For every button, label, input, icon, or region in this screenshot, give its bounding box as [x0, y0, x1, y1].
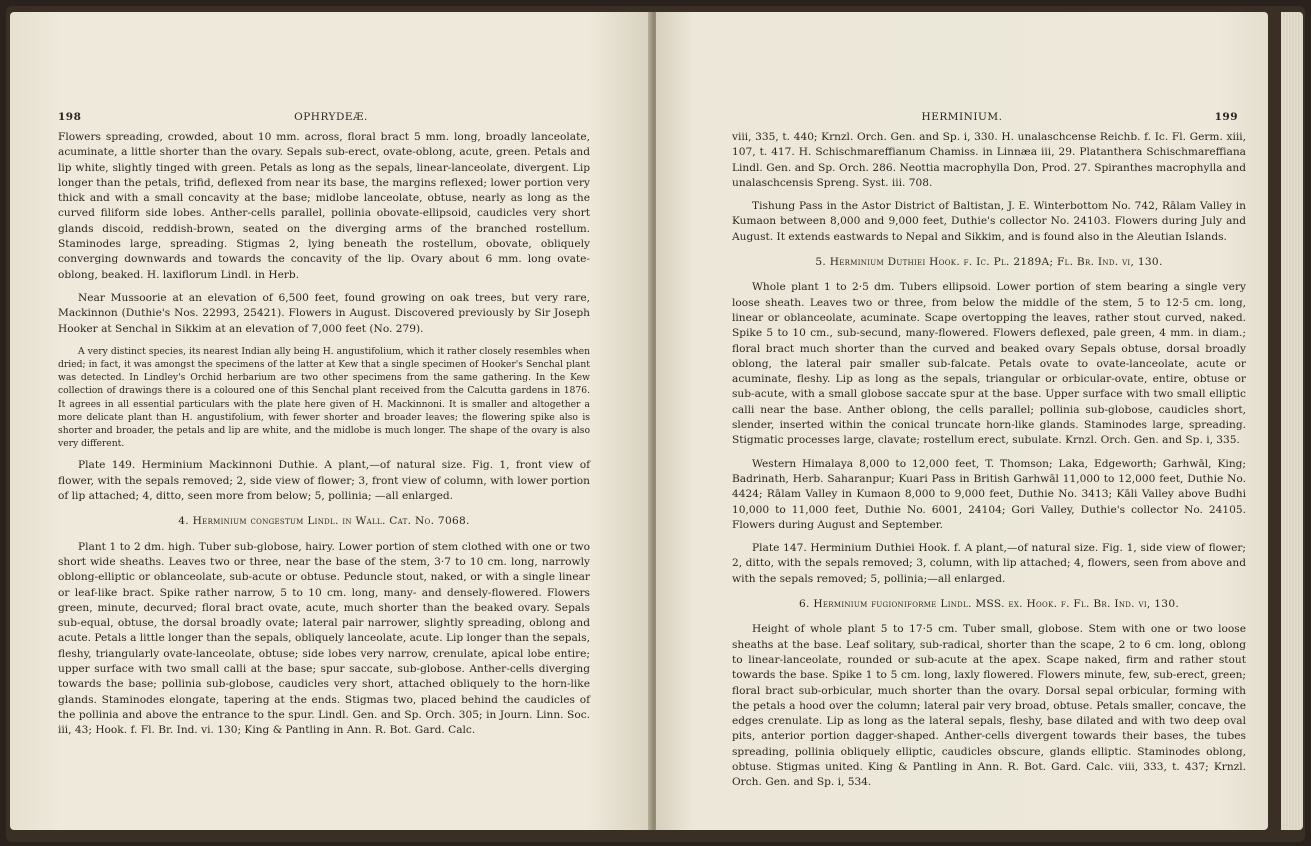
left-running-head: OPHRYDEÆ. [294, 111, 368, 123]
left-page-number: 198 [58, 111, 82, 123]
species-heading-4: 4. Herminium congestum Lindl. in Wall. Cat. No. 7068. [178, 515, 470, 528]
right-page [656, 12, 1268, 830]
page-edges [1281, 12, 1303, 830]
left-paragraph-1: Flowers spreading, crowded, about 10 mm. across, floral bract 5 mm. long, broadly lanceolate, acuminate, a little shorter than the ovary. Sepals sub-erect, ovate-oblong, acute, green. Petals and lip white, slightly tinged with green. Petals as long as the sepals, linear-lanceolate, divergent. Lip longer than the petals, trifid, deflexed from near its base, the margins reflexed; lower portion very thick and with a small concavity at the base; midlobe lanceolate, obtuse, nearly as long as the curved filiform side lobes. Anther-cells parallel, pollinia obovate-ellipsoid, caudicles very short glands discoid, reddish-brown, seated on the diverging arms of the branched rostellum. Staminodes large, spreading. Stigmas 2, lying beneath the rostellum, obovate, obliquely converging downwards and towards the concavity of the lip. Ovary about 6 mm. long ovate-oblong, beaked. H. laxiflorum Lindl. in Herb. [58, 131, 590, 281]
right-running-head: HERMINIUM. [921, 111, 1003, 123]
right-paragraph-3: Whole plant 1 to 2·5 dm. Tubers ellipsoid. Lower portion of stem bearing a single very loose sheath. Leaves two or three, from below the middle of the stem, 5 to 12·5 cm. long, linear or oblanceolate, acuminate. Scape overtopping the leaves, rather stout curved, naked. Spike 5 to 10 cm., sub-secund, many-flowered. Flowers deflexed, pale green, 4 mm. in diam.; floral bract much shorter than the curved and beaked ovary Sepals obtuse, dorsal broadly oblong, the lateral pair smaller sub-falcate. Petals ovate to ovate-lanceolate, acute or acuminate, fleshy. Lip as long as the sepals, triangular or orbicular-ovate, entire, obtuse or sub-acute, with a small globose saccate spur at the base. Upper surface with two small elliptic calli near the base. Anther oblong, the cells parallel; pollinia sub-globose, caudicles short, slender, inserted within the conical truncate horn-like glands. Staminodes large, spreading. Stigmatic processes large, clavate; rostellum erect, subulate. Krnzl. Orch. Gen. and Sp. i, 335. [732, 281, 1246, 447]
left-paragraph-2: Near Mussoorie at an elevation of 6,500 feet, found growing on oak trees, but very rare, Mackinnon (Duthie's Nos. 22993, 25421). Flowers in August. Discovered previously by Sir Joseph Hooker at Senchal in Sikkim at an elevation of 7,000 feet (No. 279). [58, 291, 590, 335]
right-column [732, 130, 1246, 799]
right-paragraph-6: Height of whole plant 5 to 17·5 cm. Tuber small, globose. Stem with one or two loose sheaths at the base. Leaf solitary, sub-radical, shorter than the scape, 2 to 6 cm. long, oblong to linear-lanceolate, rounded or sub-acute at the apex. Scape naked, firm and rather stout towards the base. Spike 1 to 5 cm. long, laxly flowered. Flowers minute, few, sub-erect, green; floral bract sub-orbicular, much shorter than the ovary. Dorsal sepal orbicular, forming with the petals a hood over the column; lateral pair very broad, obtuse. Petals smaller, concave, the edges crenulate. Lip as long as the lateral sepals, fleshy, base dilated and with two deep oval pits, anterior portion dagger-shaped. Anther-cells divergent towards their bases, the tubes spreading, pollinia obliquely elliptic, caudicles obscure, glands elliptic. Staminodes oblong, obtuse. Stigmas united. King & Pantling in Ann. R. Bot. Gard. Calc. viii, 333, t. 437; Krnzl. Orch. Gen. and Sp. i, 534. [732, 623, 1246, 789]
species-heading-6: 6. Herminium fugioniforme Lindl. MSS. ex. Hook. f. Fl. Br. Ind. vi, 130. [798, 598, 1180, 611]
left-page [10, 12, 652, 830]
left-note-paragraph: A very distinct species, its nearest Indian ally being H. angustifolium, which it rather closely resembles when dried; in fact, it was amongst the specimens of the latter at Kew that a single specimen of Hooker's Senchal plant was detected. In Lindley's Orchid herbarium are two other specimens from the same gathering. In the Kew collection of drawings there is a coloured one of this Senchal plant received from the Calcutta gardens in 1876. It agrees in all essential particulars with the plate here given of H. Mackinnoni. It is smaller and altogether a more delicate plant than H. angustifolium, with fewer shorter and broader leaves; the flowering spike also is shorter and broader, the petals and lip are white, and the midlobe is much longer. The shape of the ovary is also very different. [58, 345, 590, 450]
right-paragraph-4: Western Himalaya 8,000 to 12,000 feet, T. Thomson; Laka, Edgeworth; Garhwāl, King; Badrinath, Herb. Saharanpur; Kuari Pass in British Garhwāl 11,000 to 12,000 feet, Duthie No. 4424; Rālam Valley in Kumaon 8,000 to 9,000 feet, Duthie No. 3413; Kāli Valley above Budhi 10,000 to 11,000 feet, Duthie No. 6001, 24104; Gori Valley, Duthie's collector No. 24105. Flowers during August and September. [732, 457, 1246, 531]
left-plate-caption: Plate 149. Herminium Mackinnoni Duthie. A plant,—of natural size. Fig. 1, front view of flower, with the sepals removed; 2, side view of flower; 3, front view of column, with lower portion of lip attached; 4, ditto, seen more from below; 5, pollinia; —all enlarged. [58, 459, 590, 503]
left-column [58, 130, 590, 747]
right-paragraph-1: viii, 335, t. 440; Krnzl. Orch. Gen. and Sp. i, 330. H. unalaschcense Reichb. f. Ic. Fl. Germ. xiii, 107, t. 417. H. Schischmareffianum Chamiss. in Linnæa iii, 29. Platanthera Schischmareffiana Lindl. Gen. and Sp. Orch. 286. Neottia macrophylla Don, Prod. 27. Spiranthes macrophylla and unalaschcensis Spreng. Syst. iii. 708. [732, 131, 1246, 189]
species-heading-5: 5. Herminium Duthiei Hook. f. Ic. Pl. 2189A; Fl. Br. Ind. vi, 130. [815, 256, 1163, 269]
right-page-number: 199 [1214, 111, 1238, 123]
right-paragraph-2: Tishung Pass in the Astor District of Baltistan, J. E. Winterbottom No. 742, Rālam Valley in Kumaon between 8,000 and 9,000 feet, Duthie's collector No. 24103. Flowers during July and August. It extends eastwards to Nepal and Sikkim, and is found also in the Aleutian Islands. [732, 200, 1246, 243]
left-paragraph-5: Plant 1 to 2 dm. high. Tuber sub-globose, hairy. Lower portion of stem clothed with one or two short wide sheaths. Leaves two or three, near the base of the stem, 3·7 to 10 cm. long, narrowly oblong-elliptic or oblanceolate, sub-acute or obtuse. Peduncle stout, naked, or with a single linear or leaf-like bract. Spike rather narrow, 5 to 10 cm. long, many- and densely-flowered. Flowers green, minute, decurved; floral bract ovate, acute, much shorter than the beaked ovary. Sepals sub-equal, obtuse, the dorsal broadly ovate; lateral pair narrower, slightly spreading, oblong and acute. Petals a little longer than the sepals, obliquely lanceolate, acute. Lip longer than the sepals, fleshy, triangularly ovate-lanceolate, obtuse; side lobes very narrow, crenulate, apical lobe entire; upper surface with two small calli at the base; spur saccate, sub-globose. Anther-cells diverging towards the base; pollinia sub-globose, caudicles very short, attached obliquely to the horn-like glands. Staminodes elongate, tapering at the ends. Stigmas two, placed behind the caudicles of the pollinia and above the entrance to the spur. Lindl. Gen. and Sp. Orch. 305; in Journ. Linn. Soc. iii, 43; Hook. f. Fl. Br. Ind. vi. 130; King & Pantling in Ann. R. Bot. Gard. Calc. [58, 540, 590, 737]
right-plate-caption: Plate 147. Herminium Duthiei Hook. f. A plant,—of natural size. Fig. 1, side view of flower; 2, ditto, with the sepals removed; 3, column, with lip attached; 4, flowers, seen from above and with the sepals removed; 5, pollinia;—all enlarged. [732, 542, 1246, 585]
